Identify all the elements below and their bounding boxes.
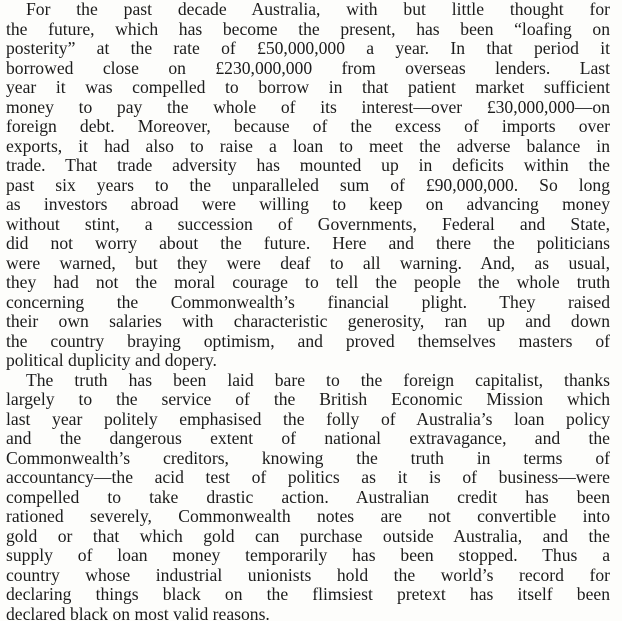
text-line: rationed severely, Commonwealth notes are not convertible into [6,507,610,527]
text-line: and the dangerous extent of national extravagance, and the [6,429,610,449]
text-line: concerning the Commonwealth’s financial plight. They raised [6,293,610,313]
text-line: past six years to the unparalleled sum of £90,000,000. So long [6,176,610,196]
text-line: declaring things black on the flimsiest pretext has itself been [6,585,610,605]
text-line: compelled to take drastic action. Australian credit has been [6,488,610,508]
text-line: largely to the service of the British Economic Mission which [6,390,610,410]
text-line: country whose industrial unionists hold the world’s record for [6,566,610,586]
text-line: Commonwealth’s creditors, knowing the truth in terms of [6,449,610,469]
text-line: foreign debt. Moreover, because of the excess of imports over [6,117,610,137]
paragraph-2 [0,371,622,624]
text-line: were warned, but they were deaf to all warning. And, as usual, [6,254,610,274]
text-line: borrowed close on £230,000,000 from overseas lenders. Last [6,59,610,79]
text-line: money to pay the whole of its interest—over £30,000,000—on [6,98,610,118]
text-line: posterity” at the rate of £50,000,000 a year. In that period it [6,39,610,59]
text-line: as investors abroad were willing to keep on advancing money [6,195,610,215]
text-line: declared black on most valid reasons. [6,605,610,624]
text-line: year it was compelled to borrow in that patient market sufficient [6,78,610,98]
text-line: the country braying optimism, and proved themselves masters of [6,332,610,352]
text-line: political duplicity and dopery. [6,351,610,371]
text-line: the future, which has become the present, has been “loafing on [6,20,610,40]
text-line: exports, it had also to raise a loan to meet the adverse balance in [6,137,610,157]
text-line: did not worry about the future. Here and there the politicians [6,234,610,254]
text-line: gold or that which gold can purchase outside Australia, and the [6,527,610,547]
text-line: without stint, a succession of Governments, Federal and State, [6,215,610,235]
text-line: last year politely emphasised the folly of Australia’s loan policy [6,410,610,430]
text-line: The truth has been laid bare to the foreign capitalist, thanks [6,371,610,391]
text-line: supply of loan money temporarily has been stopped. Thus a [6,546,610,566]
text-line: they had not the moral courage to tell the people the whole truth [6,273,610,293]
text-line: For the past decade Australia, with but little thought for [6,0,610,20]
text-line: trade. That trade adversity has mounted up in deficits within the [6,156,610,176]
text-line: their own salaries with characteristic generosity, ran up and down [6,312,610,332]
text-line: accountancy—the acid test of politics as it is of business—were [6,468,610,488]
